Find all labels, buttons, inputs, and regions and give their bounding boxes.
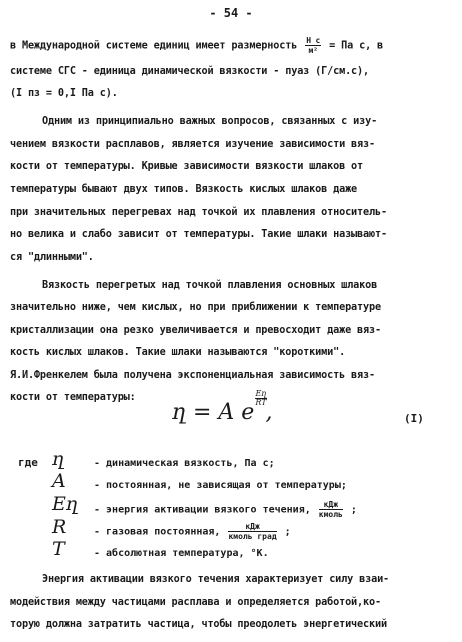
definition-viscosity: - динамическая вязкость, Па с; xyxy=(94,458,275,469)
text-line: торую должна затратить частица, чтобы преодолеть энергетический xyxy=(10,619,387,630)
definition-gas-constant xyxy=(94,522,291,541)
text-line: кости от температуры. Кривые зависимости вязкости шлаков от xyxy=(10,161,364,172)
frenkel-formula xyxy=(172,389,273,425)
symbol-activation-energy: Eղ xyxy=(52,493,78,515)
symbol-constant: A xyxy=(52,470,66,492)
text-line: кость кислых шлаков. Такие шлаки называются "короткими". xyxy=(10,347,346,358)
text-line: системе СГС - единица динамической вязкости - пуаз (Г/см.с), xyxy=(10,66,370,77)
text-line: модействия между частицами расплава и определяется работой,ко- xyxy=(10,597,381,608)
fraction-numerator: кДж xyxy=(228,522,276,532)
fraction-numerator: Н с xyxy=(306,36,321,45)
text-line: температуры бывают двух типов. Вязкость кислых шлаков даже xyxy=(10,184,358,195)
fraction-denominator: м² xyxy=(308,46,318,55)
definition-text: - газовая постоянная, xyxy=(94,526,221,538)
text-line: при значительных перегревах над точкой их плавления относитель- xyxy=(10,207,387,218)
definition-end: ; xyxy=(284,526,291,538)
page-number: - 54 - xyxy=(209,6,253,20)
exponent-denominator: RT xyxy=(255,398,267,407)
text-line: Энергия активации вязкого течения характеризует силу взаи- xyxy=(42,574,390,585)
text-line: (I пз = 0,I Па с). xyxy=(10,88,118,99)
text-line: чением вязкости расплавов, является изучение зависимости вяз- xyxy=(10,139,375,150)
text-line: Вязкость перегретых над точкой плавления основных шлаков xyxy=(42,280,378,291)
fraction-denominator: кмоль град xyxy=(228,532,277,541)
text-line: кости от температуры: xyxy=(10,392,136,403)
exponent-numerator: Eղ xyxy=(255,389,267,398)
symbol-viscosity: ղ xyxy=(52,448,65,470)
text-fragment: = Па с, в xyxy=(329,40,384,52)
unit-fraction xyxy=(319,500,343,519)
definition-constant: - постоянная, не зависящая от температуры; xyxy=(94,480,347,491)
fraction-numerator: кДж xyxy=(319,500,343,510)
where-label: где xyxy=(18,456,38,469)
definition-text: - энергия активации вязкого течения, xyxy=(94,504,311,516)
text-line: ся "длинными". xyxy=(10,252,94,263)
formula-exponent xyxy=(255,390,266,407)
fraction-denominator: кмоль xyxy=(318,510,343,519)
formula-lhs: ղ xyxy=(172,400,186,425)
text-line: но велика и слабо зависит от температуры. Такие шлаки называют- xyxy=(10,229,387,240)
text-line xyxy=(10,36,450,55)
text-fragment: в Международной системе единиц имеет размерность xyxy=(10,40,298,52)
definition-activation-energy xyxy=(94,500,357,519)
symbol-temperature: T xyxy=(52,538,65,560)
definition-temperature: - абсолютная температура, °К. xyxy=(94,548,269,559)
unit-fraction xyxy=(305,36,321,55)
definition-end: ; xyxy=(350,504,357,516)
equation-number: (I) xyxy=(404,412,424,425)
formula-tail: , xyxy=(265,400,273,425)
formula-body: = A e xyxy=(193,400,255,425)
text-line: значительно ниже, чем кислых, но при приближении к температуре xyxy=(10,302,381,313)
unit-fraction xyxy=(228,522,276,541)
text-line: Одним из принципиально важных вопросов, связанных с изу- xyxy=(42,116,378,127)
symbol-gas-constant: R xyxy=(52,516,67,538)
text-line: Я.И.Френкелем была получена экспоненциальная зависимость вяз- xyxy=(10,370,375,381)
text-line: кристаллизации она резко увеличивается и превосходит даже вяз- xyxy=(10,325,381,336)
